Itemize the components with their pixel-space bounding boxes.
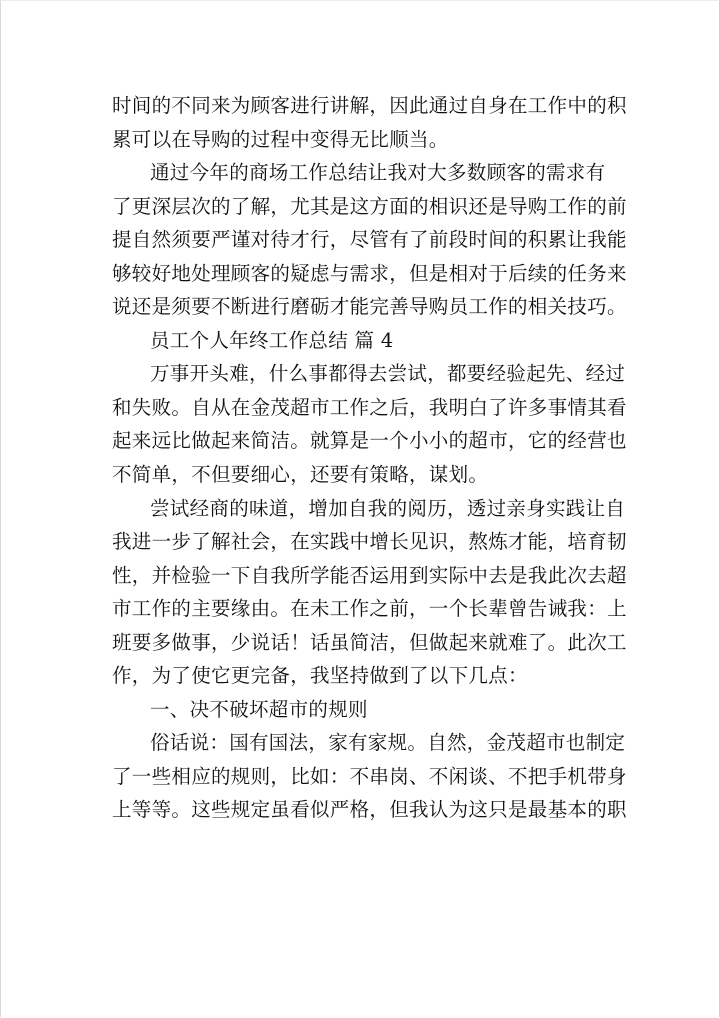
text-line: 累可以在导购的过程中变得无比顺当。 xyxy=(112,127,449,151)
text-line: 我进一步了解社会，在实践中增长见识，熬炼才能，培育韧 xyxy=(112,530,627,554)
text-line: 班要多做事，少说话！话虽简洁，但做起来就难了。此次工 xyxy=(112,630,627,654)
text-line: 说还是须要不断进行磨砺才能完善导购员工作的相关技巧。 xyxy=(112,295,627,319)
text-line: 作，为了使它更完备，我坚持做到了以下几点： xyxy=(112,664,528,688)
text-line: 提自然须要严谨对待才行，尽管有了前段时间的积累让我能 xyxy=(112,228,627,252)
text-line: 员工个人年终工作总结 篇 4 xyxy=(150,328,394,352)
text-line: 市工作的主要缘由。在未工作之前，一个长辈曾告诫我：上 xyxy=(112,597,627,621)
text-line: 万事开头难，什么事都得去尝试，都要经验起先、经过 xyxy=(150,362,626,386)
text-line: 和失败。自从在金茂超市工作之后，我明白了许多事情其看 xyxy=(112,395,627,419)
text-line: 时间的不同来为顾客进行讲解，因此通过自身在工作中的积 xyxy=(112,94,627,117)
text-line: 起来远比做起来简洁。就算是一个小小的超市，它的经营也 xyxy=(112,429,627,453)
text-line: 不简单，不但要细心，还要有策略，谋划。 xyxy=(112,463,489,487)
text-line: 俗话说：国有国法，家有家规。自然，金茂超市也制定 xyxy=(150,731,626,755)
document-body xyxy=(112,89,627,827)
text-line: 了一些相应的规则，比如：不串岗、不闲谈、不把手机带身 xyxy=(112,764,627,788)
text-line: 性，并检验一下自我所学能否运用到实际中去是我此次去超 xyxy=(112,563,627,587)
text-line: 上等等。这些规定虽看似严格，但我认为这只是最基本的职 xyxy=(112,798,627,822)
text-line: 一、决不破坏超市的规则 xyxy=(150,697,368,721)
text-line: 够较好地处理顾客的疑虑与需求，但是相对于后续的任务来 xyxy=(112,261,627,285)
text-line: 了更深层次的了解，尤其是这方面的相识还是导购工作的前 xyxy=(112,194,627,218)
text-line: 通过今年的商场工作总结让我对大多数顾客的需求有 xyxy=(150,161,606,185)
text-line: 尝试经商的味道，增加自我的阅历，透过亲身实践让自 xyxy=(150,496,626,520)
